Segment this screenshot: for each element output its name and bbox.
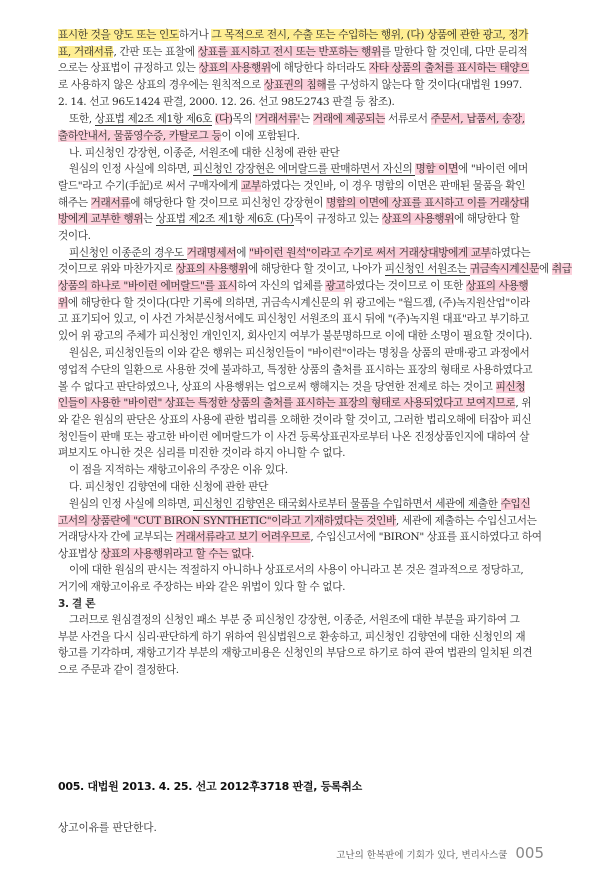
text-line (58, 362, 548, 379)
text-line (58, 546, 548, 563)
text-line (58, 662, 548, 679)
text-run: 에 해당한다 하더라도 (270, 62, 369, 75)
text-line (58, 161, 548, 178)
highlighted-text: 귀금속시계신문 (469, 263, 539, 276)
text-run: 원심의 인정 사실에 의하면, (69, 163, 193, 176)
text-line (58, 228, 548, 245)
text-run: 것이다. (58, 229, 91, 242)
text-run: 있어 위 광고의 주체가 피신청인 개인인지, 회사인지 여부가 불분명하므로 이에 대한 소명이 필요할 것이다). (58, 330, 533, 343)
text-line (58, 429, 548, 446)
highlighted-text: 상표의 사용행위 (198, 62, 271, 75)
highlighted-text: 방에게 교부한 행위 (58, 213, 144, 226)
text-line (58, 261, 572, 278)
para-8 (58, 562, 548, 595)
text-run: 펴보지도 아니한 것은 심리를 미진한 것이라 하지 아니할 수 없다. (58, 447, 346, 460)
highlighted-text: 거래에 제공되는 (312, 113, 386, 126)
highlighted-text: 거래서류 (90, 196, 131, 209)
highlighted-text: 표시한 것을 양도 또는 인도 (58, 29, 179, 42)
text-line (58, 245, 548, 262)
highlighted-text: 상표의 사용행위 (175, 263, 248, 276)
text-run: , 위 (515, 397, 532, 410)
highlighted-text: 광고 (325, 280, 346, 293)
text-run: , 세관에 제출하는 수입신고서는 (395, 514, 537, 527)
page-number: 005 (515, 844, 544, 862)
text-line (58, 445, 548, 462)
text-line (58, 496, 548, 513)
highlighted-text: '거래서류' (255, 113, 300, 126)
para-4 (58, 245, 572, 345)
text-run: 부분 사건을 다시 심리·판단하게 하기 위하여 원심법원으로 환송하고, 피신청인 김향연에 대한 신청인의 재 (58, 630, 526, 643)
text-line (58, 562, 548, 579)
para-7-visible (58, 496, 548, 563)
highlighted-text: 상표의 사용행위라고 할 수는 없다 (100, 547, 252, 560)
text-run: 거래당사자 간에 교부되는 (58, 531, 176, 544)
text-line (58, 60, 548, 77)
text-run: 목이 규정하고 있는 (293, 213, 382, 226)
para-9 (58, 612, 548, 679)
text-line (58, 629, 548, 646)
text-run: 에 (236, 246, 250, 259)
para-6-text: 이 점을 지적하는 재항고이유의 주장은 이유 있다. (69, 464, 288, 477)
highlighted-text: 표, 거래서류 (58, 45, 114, 58)
highlighted-text: 고서의 상품란에 "CUT BIRON SYNTHETIC"이라고 기재하였다는 것인바 (58, 514, 396, 527)
para-3 (58, 161, 548, 244)
text-line (58, 345, 548, 362)
text-run: 에 해당한다 할 것이므로 피신청인 강장현이 (130, 196, 327, 209)
highlighted-text: 거래명세서 (186, 246, 237, 259)
heading-na (58, 145, 548, 162)
text-run: 를 구성하지 않는다 할 것이다(대법원 1997. (326, 79, 522, 92)
highlighted-text: 피신청인 김향연은 태국회사로부터 물품을 수입하면서 세관에 제출한 (192, 497, 501, 510)
text-line (58, 395, 548, 412)
highlighted-text: 상표법 제2조 제1항 제6호 (다) (156, 213, 294, 226)
text-run: 해주는 (58, 196, 91, 209)
highlighted-text: 상표법 제2조 제1항 제6호 (94, 113, 212, 126)
highlighted-text: 상표의 사용행위 (381, 213, 454, 226)
text-run: 랄드"라고 수기(手記)로 써서 구매자에게 (58, 179, 242, 192)
text-line (58, 27, 548, 44)
text-run: 이에 대한 원심의 판시는 적절하지 아니하나 상표로서의 사용이 아니라고 본 것은 결과적으로 정당하고, (69, 564, 524, 577)
highlighted-text: "바이런 원석"이라고 수기로 써서 거래상대방에게 교부 (249, 246, 491, 259)
text-line (58, 513, 548, 530)
highlighted-text: 인들이 사용한 "바이런" 상표는 특정한 상품의 출처를 표시하는 표장의 형태로 사용되었다고 보여지므로 (58, 397, 516, 410)
heading-na-text: 나. 피신청인 강장현, 이종준, 서원조에 대한 신청에 관한 판단 (69, 146, 340, 159)
text-line (58, 328, 548, 345)
highlighted-text: 피신청인 서원조는 (384, 263, 470, 276)
highlighted-text: 위 (58, 296, 68, 309)
highlighted-text: 주문서, 납품서, 송장, (430, 113, 525, 126)
text-run: 에 "바이런 에머 (458, 163, 528, 176)
text-run: 것이므로 위와 마찬가지로 (58, 263, 176, 276)
para-1 (58, 27, 548, 110)
text-line (58, 77, 548, 94)
para-5 (58, 345, 548, 462)
highlighted-text: 상표권의 침해 (263, 79, 327, 92)
text-line (58, 412, 548, 429)
highlighted-text: 그 목적으로 전시, 수출 또는 수입하는 행위, (다) 상품에 관한 광고, 정가 (211, 29, 529, 42)
text-line (58, 295, 548, 312)
text-run: 그러므로 원심결정의 신청인 패소 부분 중 피신청인 강장현, 이종준, 서원조에 대한 부분을 파기하여 그 (69, 614, 520, 627)
text-run: 항고를 기각하며, 재항고기각 부분의 재항고비용은 신청인의 부담으로 하기로 하여 관여 법관의 일치된 의견 (58, 647, 533, 660)
highlighted-text: 피신청인 강장현은 에머랄드를 판매하면서 자신의 (192, 163, 416, 176)
text-run: 에 해당한다 할 것이고, 나아가 (247, 263, 385, 276)
text-line (58, 645, 548, 662)
text-run: 하였다는 (490, 246, 531, 259)
text-run: 로 사용하지 않은 상표의 경우에는 원칙적으로 (58, 79, 264, 92)
text-run: 볼 수 없다고 판단하였으나, 상표의 사용행위는 업으로써 행해지는 것을 당연한 전제로 하는 것이고 (58, 380, 496, 393)
text-run: . (251, 547, 255, 560)
text-run: , 간판 또는 표찰에 (113, 45, 198, 58)
text-run: 에 (539, 263, 552, 276)
text-run: 2. 14. 선고 96도1424 판결, 2000. 12. 26. 선고 98도2743 판결 등 참조). (58, 95, 395, 108)
text-run: 상표법상 (58, 547, 101, 560)
highlighted-text: 상표를 표시하고 전시 또는 반포하는 행위 (197, 45, 381, 58)
text-run: 를 말한다 할 것인데, 다만 문리적 (380, 45, 528, 58)
text-run: 청인들이 판매 또는 광고한 바이런 에머랄드가 이 사건 등록상표권자로부터 나온 진정상품인지에 대하여 살 (58, 430, 530, 443)
highlighted-text: 상표의 사용행 (465, 280, 529, 293)
para-6 (58, 462, 548, 479)
text-line (58, 211, 548, 228)
text-run: 거기에 재항고이유로 주장하는 바와 같은 위법이 있다 할 수 없다. (58, 580, 346, 593)
text-line (58, 94, 548, 111)
text-run: 와 같은 원심의 판단은 상표의 사용에 관한 법리를 오해한 것이라 할 것이고, 그러한 법리오해에 터잡아 피신 (58, 414, 532, 427)
text-run: 하여 자신의 업체를 (237, 280, 326, 293)
text-line (58, 111, 548, 128)
highlighted-text: 명함 이면 (415, 163, 459, 176)
text-line (58, 379, 548, 396)
text-run: 원심의 인정 사실에 의하면, (69, 497, 193, 510)
text-line (58, 612, 548, 629)
text-run: 하였다는 것이므로 이 또한 (345, 280, 466, 293)
highlighted-text: 피신청 (495, 380, 526, 393)
case-subtext: 상고이유를 판단한다. (58, 822, 157, 834)
text-run: , 수입신고서에 "BIRON" 상표를 표시하였다고 하여 (310, 531, 542, 544)
text-line (58, 178, 548, 195)
para-2 (58, 111, 548, 144)
highlighted-text: (다) (215, 113, 233, 126)
text-run: 에 해당한다 할 (454, 213, 520, 226)
highlighted-text: 취급 (551, 263, 572, 276)
highlighted-text: 교부 (241, 179, 261, 192)
footer-text: 고난의 한복판에 기회가 있다, 변리사스쿨 (336, 850, 508, 861)
highlighted-text: 거래서류라고 보기 어려우므로 (175, 531, 311, 544)
case-heading: 005. 대법원 2013. 4. 25. 선고 2012후3718 판결, 등록취소 (58, 780, 362, 793)
text-run: 원심은, 피신청인들의 이와 같은 행위는 피신청인들이 "바이런"이라는 명칭을 상품의 판매·광고 과정에서 (69, 347, 530, 360)
text-run: 또한, (69, 113, 95, 126)
text-line (58, 195, 548, 212)
text-run: 고 표기되어 있고, 이 사건 가처분신청서에도 피신청인 서원조의 표시 뒤에 "(주)녹지원 대표"라고 부기하고 (58, 313, 529, 326)
highlighted-text: 수입신 (500, 497, 531, 510)
highlighted-text: 피신청인 이종준의 경우도 (69, 246, 187, 259)
text-run: 하였다는 것인바, 이 경우 명함의 이면은 판매된 물품을 확인 (260, 179, 526, 192)
text-run: 이 이에 포함된다. (221, 129, 300, 142)
text-run: 는 (143, 213, 157, 226)
heading-da-text: 다. 피신청인 김향연에 대한 신청에 관한 판단 (69, 480, 269, 493)
text-run: 서류로서 (385, 113, 431, 126)
text-line (58, 128, 548, 145)
page-footer (336, 844, 544, 862)
highlighted-text: 자타 상품의 출처를 표시하는 태양으 (368, 62, 530, 75)
text-run: 영업적 수단의 일환으로 사용한 것에 불과하고, 특정한 상품의 출처를 표시하는 표장의 형태로 사용하였다고 (58, 363, 533, 376)
text-run: 는 (299, 113, 313, 126)
text-line (58, 278, 548, 295)
text-line (58, 579, 548, 596)
highlighted-text: 명함의 이면에 상표를 표시하고 이를 거래상대 (326, 196, 530, 209)
text-run: 으로 주문과 같이 결정한다. (58, 664, 179, 677)
highlighted-text: 출하안내서, 물품영수증, 카탈로그 등 (58, 129, 222, 142)
text-line (58, 44, 548, 61)
text-line (58, 529, 548, 546)
heading-da (58, 479, 548, 496)
section-3-heading: 3. 결 론 (58, 597, 96, 610)
text-run: 에 해당한다 할 것이다(다만 기록에 의하면, 귀금속시계신문의 위 광고에는 "월드젬, (주)녹지원산업"이라 (67, 296, 530, 309)
text-run: 목의 (232, 113, 256, 126)
highlighted-text: 상품의 하나로 "바이런 에머랄드"를 표시 (58, 280, 238, 293)
text-run: 하거나 (178, 29, 212, 42)
text-line (58, 311, 548, 328)
text-run: 으로는 상표법이 규정하고 있는 (58, 62, 199, 75)
